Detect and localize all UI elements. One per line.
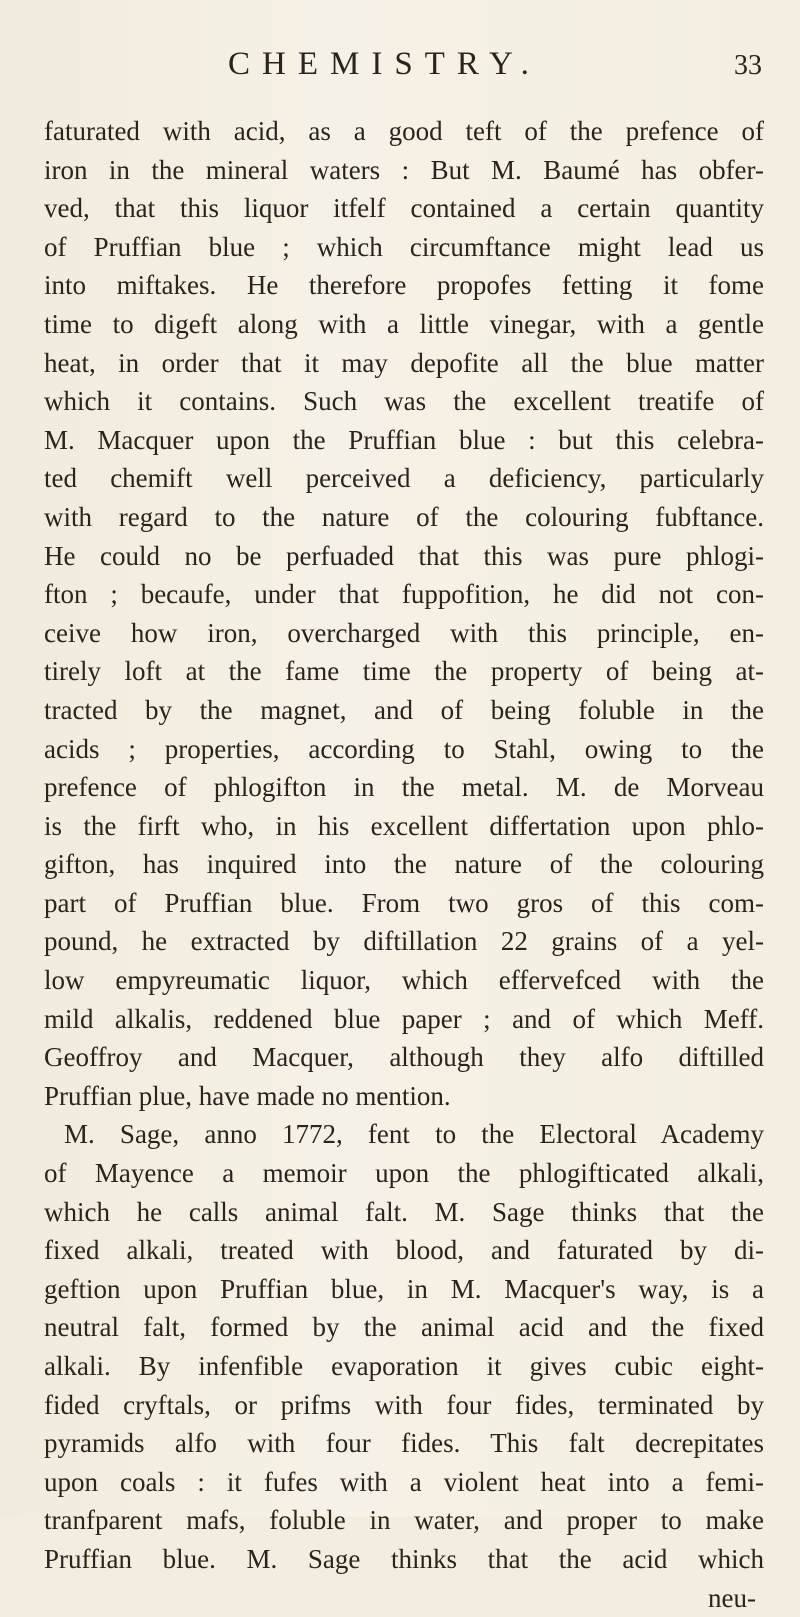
text-line: is the firft who, in his excellent differtation upon phlo- bbox=[44, 810, 764, 841]
text-line: into miftakes. He therefore propofes fetting it fome bbox=[44, 270, 764, 301]
text-line: time to digeft along with a little vinegar, with a gentle bbox=[44, 308, 764, 339]
text-line: pyramids alfo with four fides. This falt decrepitates bbox=[44, 1428, 764, 1459]
text-line: Geoffroy and Macquer, although they alfo diftilled bbox=[44, 1042, 764, 1073]
catchword: neu- bbox=[708, 1582, 756, 1613]
text-line: fton ; becaufe, under that fuppofition, he did not con- bbox=[44, 579, 764, 610]
text-line: heat, in order that it may depofite all the blue matter bbox=[44, 347, 764, 378]
text-line: alkali. By infenfible evaporation it gives cubic eight- bbox=[44, 1351, 764, 1381]
text-line: tirely loft at the fame time the property of being at- bbox=[44, 656, 764, 687]
text-line: of Mayence a memoir upon the phlogifticated alkali, bbox=[44, 1158, 764, 1189]
text-line: pound, he extracted by diftillation 22 grains of a yel- bbox=[44, 926, 764, 957]
text-line: acids ; properties, according to Stahl, owing to the bbox=[44, 733, 764, 764]
text-line: geftion upon Pruffian blue, in M. Macquer's way, is a bbox=[44, 1273, 764, 1304]
text-line: M. Sage, anno 1772, fent to the Electoral Academy bbox=[64, 1119, 764, 1150]
text-line: part of Pruffian blue. From two gros of this com- bbox=[44, 887, 764, 918]
text-line: Pruffian blue. M. Sage thinks that the acid which bbox=[44, 1543, 764, 1574]
body-text bbox=[44, 112, 764, 1617]
text-line: tranfparent mafs, foluble in water, and proper to make bbox=[44, 1505, 764, 1536]
text-line: mild alkalis, reddened blue paper ; and of which Meff. bbox=[44, 1003, 764, 1034]
text-line: ved, that this liquor itfelf contained a certain quantity bbox=[44, 193, 764, 224]
running-title: CHEMISTRY. bbox=[228, 46, 541, 82]
text-line: tracted by the magnet, and of being foluble in the bbox=[44, 694, 764, 725]
text-line: iron in the mineral waters : But M. Baumé has obfer- bbox=[44, 154, 764, 185]
text-line: ted chemift well perceived a deficiency, particularly bbox=[44, 463, 764, 494]
text-line: with regard to the nature of the colouring fubftance. bbox=[44, 501, 764, 532]
text-line: faturated with acid, as a good teft of the prefence of bbox=[44, 116, 764, 146]
text-line: which he calls animal falt. M. Sage thinks that the bbox=[44, 1196, 764, 1227]
page-header bbox=[0, 46, 800, 96]
text-line: which it contains. Such was the excellent treatife of bbox=[44, 386, 764, 417]
text-line: M. Macquer upon the Pruffian blue : but this celebra- bbox=[44, 424, 764, 455]
text-line: ceive how iron, overcharged with this principle, en- bbox=[44, 617, 764, 648]
text-line: fided cryftals, or prifms with four fides, terminated by bbox=[44, 1389, 764, 1420]
text-line: He could no be perfuaded that this was pure phlogi- bbox=[44, 540, 764, 571]
text-line: Pruffian plue, have made no mention. bbox=[44, 1080, 451, 1111]
text-line: of Pruffian blue ; which circumftance might lead us bbox=[44, 231, 764, 262]
text-line: upon coals : it fufes with a violent heat into a femi- bbox=[44, 1466, 764, 1497]
text-line: neutral falt, formed by the animal acid and the fixed bbox=[44, 1312, 764, 1343]
text-line: fixed alkali, treated with blood, and faturated by di- bbox=[44, 1235, 764, 1266]
page-number: 33 bbox=[734, 50, 762, 81]
text-line: low empyreumatic liquor, which effervefced with the bbox=[44, 965, 764, 996]
text-line: prefence of phlogifton in the metal. M. de Morveau bbox=[44, 772, 764, 803]
text-line: gifton, has inquired into the nature of the colouring bbox=[44, 849, 764, 880]
